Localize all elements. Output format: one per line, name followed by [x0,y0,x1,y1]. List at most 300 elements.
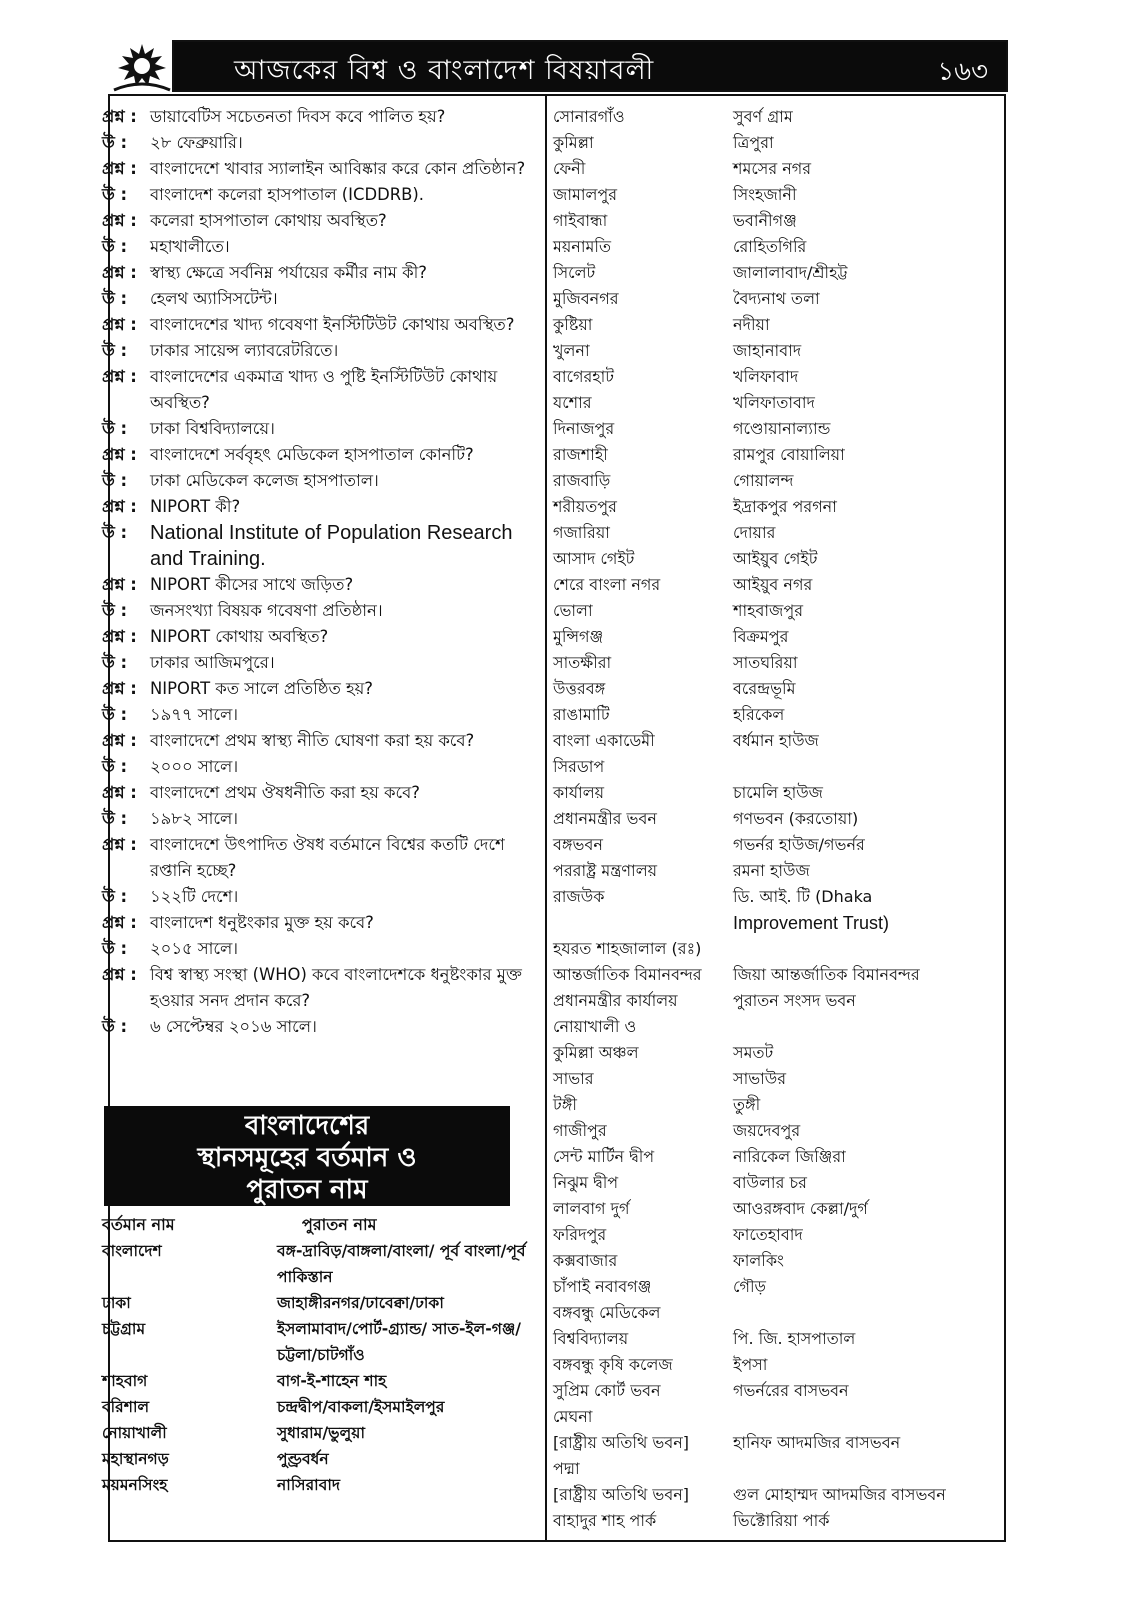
qa-item [102,676,540,702]
place-old-name: রমনা হাউজ [733,861,810,880]
qa-text: বাংলাদেশে খাবার স্যালাইন আবিষ্কার করে কোন প্রতিষ্ঠান? [150,159,526,178]
place-row [553,442,993,468]
qa-text: বাংলাদেশের খাদ্য গবেষণা ইনস্টিটিউট কোথায় অবস্থিত? [150,315,515,334]
place-current-name: প্রধানমন্ত্রীর ভবন [553,809,657,828]
current-name: চট্টগ্রাম [102,1320,146,1338]
place-current-name: লালবাগ দুর্গ [553,1199,630,1218]
place-old-name: পুরাতন সংসদ ভবন [733,991,856,1010]
place-current-name: ফেনী [553,159,586,178]
place-old-name: আইয়ুব গেইট [733,549,818,568]
qa-text: বাংলাদেশ কলেরা হাসপাতাল (ICDDRB). [150,185,424,204]
place-row [553,1144,993,1170]
qa-text: ২০০০ সালে। [150,757,239,776]
place-current-name: সোনারগাঁও [553,107,625,126]
place-current-name: নোয়াখালী ও [553,1017,637,1036]
place-old-name: দোয়ার [733,523,776,542]
place-row [553,728,993,754]
qa-text: NIPORT কী? [150,497,241,516]
place-old-name: শাহবাজপুর [733,601,804,620]
place-current-name: ময়নামতি [553,237,611,256]
place-current-name: বাংলা একাডেমী [553,731,655,750]
place-old-name: খলিফাতাবাদ [733,393,815,412]
place-current-name: জামালপুর [553,185,618,204]
place-current-name: ফরিদপুর [553,1225,607,1244]
qa-item [102,598,540,624]
current-name: ঢাকা [102,1294,131,1312]
qa-item [102,572,540,598]
place-current-name: রাজবাড়ি [553,471,611,490]
qa-text: ঢাকার আজিমপুরে। [150,653,275,672]
old-name: বাগ-ই-শাহেন শাহ [277,1372,387,1390]
old-name: জাহাঙ্গীরনগর/ঢাবেক্বা/ঢাকা [277,1294,444,1312]
place-current-name: সিলেট [553,263,596,282]
qa-label: উ : [102,185,128,204]
place-row [553,156,993,182]
qa-text: ৬ সেপ্টেম্বর ২০১৬ সালে। [150,1017,317,1036]
old-name: বঙ্গ-দ্রাবিড়/বাঙ্গলা/বাংলা/ পূর্ব বাংলা/পূর্ব পাকিস্তান [277,1242,526,1286]
names-row [102,1290,542,1316]
qa-text: ২৮ ফেব্রুয়ারি। [150,133,243,152]
place-current-name: সুপ্রিম কোর্ট ভবন [553,1381,661,1400]
qa-label: প্রশ্ন : [102,367,137,386]
place-current-name: পররাষ্ট্র মন্ত্রণালয় [553,861,658,880]
place-old-name [733,936,993,962]
place-row [553,572,993,598]
place-row [553,858,993,884]
qa-label: প্রশ্ন : [102,263,137,282]
qa-label: উ : [102,237,128,256]
names-row [102,1394,542,1420]
place-row [553,416,993,442]
qa-label: প্রশ্ন : [102,575,137,594]
place-old-name: খলিফাবাদ [733,367,799,386]
qa-label: উ : [102,523,128,542]
place-current-name: কুমিল্লা অঞ্চল [553,1043,639,1062]
qa-text: National Institute of Population Research and Training. [150,522,513,570]
place-row [553,598,993,624]
place-current-name: বঙ্গবন্ধু মেডিকেল [553,1303,661,1322]
qa-item [102,182,540,208]
place-row [553,338,993,364]
place-current-name: সেন্ট মার্টিন দ্বীপ [553,1147,655,1166]
place-current-name: বাহাদুর শাহ পার্ক [553,1511,657,1530]
qa-text: বাংলাদেশে প্রথম স্বাস্থ্য নীতি ঘোষণা করা হয় কবে? [150,731,475,750]
qa-item [102,806,540,832]
qa-item [102,156,540,182]
qa-label: উ : [102,887,128,906]
place-current-name: গাজীপুর [553,1121,607,1140]
place-old-name: নারিকেল জিঞ্জিরা [733,1147,846,1166]
place-old-name: শমসের নগর [733,159,812,178]
place-row [553,364,993,390]
qa-text: কলেরা হাসপাতাল কোথায় অবস্থিত? [150,211,387,230]
place-row [553,260,993,286]
qa-text: ঢাকা মেডিকেল কলেজ হাসপাতাল। [150,471,379,490]
column-divider [545,94,547,1542]
current-name: বরিশাল [102,1398,150,1416]
place-old-name: গোয়ালন্দ [733,471,794,490]
place-old-name: আওরঙ্গবাদ কেল্লা/দুর্গ [733,1199,868,1218]
place-current-name: রাজশাহী [553,445,608,464]
place-current-name: বিশ্ববিদ্যালয় [553,1329,629,1348]
place-row [553,650,993,676]
current-name: নোয়াখালী [102,1424,167,1442]
place-row [553,312,993,338]
place-old-name: বরেন্দ্রভূমি [733,679,796,698]
place-row [553,1092,993,1118]
names-row [102,1446,542,1472]
place-old-name [733,1456,993,1482]
place-old-name: হরিকেল [733,705,785,724]
place-row [553,104,993,130]
place-old-name: গভর্নর হাউজ/গভর্নর [733,835,865,854]
place-old-name: সিংহজানী [733,185,797,204]
names-row [102,1420,542,1446]
place-old-name: চামেলি হাউজ [733,783,823,802]
place-old-name: গুল মোহাম্মদ আদমজির বাসভবন [733,1485,946,1504]
place-row [553,1326,993,1352]
place-row [553,1248,993,1274]
place-old-name: বাউলার চর [733,1173,807,1192]
place-current-name: রাঙামাটি [553,705,610,724]
place-old-name: ভিক্টোরিয়া পার্ক [733,1511,830,1530]
qa-label: উ : [102,1017,128,1036]
names-row [102,1368,542,1394]
place-old-name [733,1014,993,1040]
place-row [553,1274,993,1300]
qa-item [102,416,540,442]
place-row [553,234,993,260]
page-header [110,38,1008,96]
names-row [102,1238,542,1290]
place-current-name: মুন্সিগঞ্জ [553,627,604,646]
qa-text: ১২২টি দেশে। [150,887,239,906]
place-row [553,208,993,234]
place-current-name: [রাষ্ট্রীয় অতিথি ভবন] [553,1433,690,1452]
place-row [553,286,993,312]
current-name: মহাস্থানগড় [102,1450,169,1468]
place-old-name: বৈদ্যনাথ তলা [733,289,820,308]
qa-item [102,104,540,130]
place-row [553,182,993,208]
place-row [553,1482,993,1508]
qa-item [102,286,540,312]
qa-label: প্রশ্ন : [102,315,137,334]
place-row [553,702,993,728]
qa-item [102,1014,540,1040]
qa-text: বাংলাদেশের একমাত্র খাদ্য ও পুষ্টি ইনস্টিটিউট কোথায় অবস্থিত? [150,367,498,412]
place-old-name: ফাতেহাবাদ [733,1225,803,1244]
qa-label: প্রশ্ন : [102,627,137,646]
place-old-name: পি. জি. হাসপাতাল [733,1329,856,1348]
place-current-name: কুমিল্লা [553,133,594,152]
place-current-name: সাভার [553,1069,594,1088]
banner-line-3: পুরাতন নাম [246,1175,368,1205]
place-old-name: ফালকিং [733,1251,784,1270]
place-current-name: বঙ্গভবন [553,835,603,854]
qa-text: ১৯৮২ সালে। [150,809,239,828]
qa-text: বাংলাদেশে সর্ববৃহৎ মেডিকেল হাসপাতাল কোনটি? [150,445,474,464]
qa-item [102,468,540,494]
place-row [553,546,993,572]
place-row [553,130,993,156]
place-row [553,1066,993,1092]
place-old-name: গৌড় [733,1277,766,1296]
place-row [553,936,993,962]
qa-label: প্রশ্ন : [102,159,137,178]
publisher-emblem-icon [110,38,174,96]
qa-item [102,910,540,936]
names-table-header [102,1212,542,1238]
qa-label: উ : [102,757,128,776]
place-current-name: হযরত শাহজালাল (রঃ) [553,939,702,958]
place-old-name: ইদ্রাকপুর পরগনা [733,497,837,516]
place-old-name: আইয়ুব নগর [733,575,813,594]
place-row [553,1508,993,1534]
qa-text: NIPORT কীসের সাথে জড়িত? [150,575,354,594]
places-list [553,104,993,1534]
place-current-name: চাঁপাই নবাবগঞ্জ [553,1277,652,1296]
qa-item [102,494,540,520]
place-current-name: বঙ্গবন্ধু কৃষি কলেজ [553,1355,673,1374]
place-row [553,676,993,702]
place-row [553,754,993,780]
place-current-name: শরীয়তপুর [553,497,617,516]
place-old-name [733,1300,993,1326]
place-current-name: মুজিবনগর [553,289,619,308]
place-old-name: গভর্নরের বাসভবন [733,1381,849,1400]
place-row [553,1196,993,1222]
place-old-name: নদীয়া [733,315,770,334]
qa-item [102,208,540,234]
place-current-name: নিঝুম দ্বীপ [553,1173,619,1192]
qa-label: উ : [102,601,128,620]
place-old-name: সমতট [733,1043,774,1062]
qa-label: উ : [102,133,128,152]
place-row [553,390,993,416]
place-old-name: বিক্রমপুর [733,627,789,646]
old-name: ইসলামাবাদ/পোর্ট-গ্র্যান্ড/ সাত-ইল-গঞ্জ/চট্টলা/চাটগাঁও [277,1320,521,1364]
qa-item [102,884,540,910]
banner-line-2: স্থানসমূহের বর্তমান ও [197,1143,417,1173]
qa-item [102,754,540,780]
qa-item [102,962,540,1014]
place-row [553,1222,993,1248]
qa-label: উ : [102,653,128,672]
place-current-name: আন্তর্জাতিক বিমানবন্দর [553,965,702,984]
old-name: নাসিরাবাদ [277,1476,341,1494]
header-bar [172,40,1008,92]
place-current-name: পদ্মা [553,1459,580,1478]
place-old-name: ত্রিপুরা [733,133,774,152]
place-current-name: মেঘনা [553,1407,593,1426]
place-old-name: Improvement Trust) [733,913,890,933]
banner-line-1: বাংলাদেশের [244,1111,370,1141]
place-old-name: জালালাবাদ/শ্রীহট্ট [733,263,848,282]
place-current-name: কুষ্টিয়া [553,315,593,334]
old-name: পুণ্ড্রবর্ধন [277,1450,329,1468]
place-row [553,780,993,806]
place-row [553,1014,993,1040]
qa-label: প্রশ্ন : [102,731,137,750]
place-row [553,520,993,546]
qa-label: প্রশ্ন : [102,445,137,464]
qa-item [102,728,540,754]
names-rows [102,1238,542,1498]
qa-text: বিশ্ব স্বাস্থ্য সংস্থা (WHO) কবে বাংলাদেশকে ধনুষ্টংকার মুক্ত হওয়ার সনদ প্রদান করে? [150,965,522,1010]
place-row [553,910,993,936]
qa-item [102,624,540,650]
qa-label: উ : [102,419,128,438]
place-row [553,1118,993,1144]
qa-label: উ : [102,341,128,360]
place-current-name: উত্তরবঙ্গ [553,679,606,698]
current-name: শাহবাগ [102,1372,148,1390]
place-current-name: যশোর [553,393,592,412]
place-row [553,1352,993,1378]
qa-text: ১৯৭৭ সালে। [150,705,239,724]
current-name: ময়মনসিংহ [102,1476,168,1494]
place-current-name: প্রধানমন্ত্রীর কার্যালয় [553,991,678,1010]
qa-label: প্রশ্ন : [102,965,137,984]
qa-item [102,364,540,416]
qa-text: ২০১৫ সালে। [150,939,239,958]
place-old-name: জয়দেবপুর [733,1121,801,1140]
place-old-name: সাভাউর [733,1069,787,1088]
qa-item [102,338,540,364]
names-row [102,1316,542,1368]
qa-text: NIPORT কোথায় অবস্থিত? [150,627,329,646]
qa-item [102,520,540,572]
col-current-header: বর্তমান নাম [102,1215,175,1234]
qa-label: প্রশ্ন : [102,107,137,126]
place-old-name: ডি. আই. টি (Dhaka [733,887,873,906]
qa-label: উ : [102,705,128,724]
place-current-name: সিরডাপ [553,757,605,776]
place-old-name: সুবর্ণ গ্রাম [733,107,793,126]
qa-text: মহাখালীতে। [150,237,230,256]
qa-text: জনসংখ্যা বিষয়ক গবেষণা প্রতিষ্ঠান। [150,601,383,620]
place-row [553,624,993,650]
place-old-name: জাহানাবাদ [733,341,802,360]
qa-text: বাংলাদেশে প্রথম ঔষধনীতি করা হয় কবে? [150,783,420,802]
place-old-name [733,1404,993,1430]
qa-label: প্রশ্ন : [102,211,137,230]
qa-item [102,702,540,728]
place-old-name: হানিফ আদমজির বাসভবন [733,1433,901,1452]
qa-label: উ : [102,289,128,308]
section-banner [104,1106,510,1206]
qa-item [102,312,540,338]
place-row [553,1300,993,1326]
place-old-name: তুঙ্গী [733,1095,761,1114]
place-current-name: বাগেরহাট [553,367,615,386]
names-row [102,1472,542,1498]
qa-item [102,130,540,156]
qa-label: প্রশ্ন : [102,913,137,932]
qa-label: প্রশ্ন : [102,783,137,802]
old-name: সুধারাম/ভুলুয়া [277,1424,365,1442]
place-row [553,468,993,494]
names-table [102,1212,542,1498]
qa-item [102,234,540,260]
qa-text: বাংলাদেশ ধনুষ্টংকার মুক্ত হয় কবে? [150,913,374,932]
place-old-name: গণ্ডোয়ানাল্যান্ড [733,419,831,438]
place-old-name [733,754,993,780]
place-old-name: ভবানীগঞ্জ [733,211,797,230]
place-old-name: জিয়া আন্তর্জাতিক বিমানবন্দর [733,965,920,984]
place-row [553,962,993,988]
place-row [553,1456,993,1482]
place-row [553,1430,993,1456]
place-current-name: [রাষ্ট্রীয় অতিথি ভবন] [553,1485,690,1504]
place-row [553,988,993,1014]
old-name: চন্দ্রদ্বীপ/বাকলা/ইসমাইলপুর [277,1398,445,1416]
qa-text: ঢাকার সায়েন্স ল্যাবরেটরিতে। [150,341,339,360]
qa-label: উ : [102,809,128,828]
place-current-name [553,910,733,936]
place-current-name: আসাদ গেইট [553,549,635,568]
place-row [553,1170,993,1196]
qa-text: NIPORT কত সালে প্রতিষ্ঠিত হয়? [150,679,373,698]
qa-text: ডায়াবেটিস সচেতনতা দিবস কবে পালিত হয়? [150,107,446,126]
qa-item [102,650,540,676]
place-current-name: কক্সবাজার [553,1251,618,1270]
place-old-name: রোহিতগিরি [733,237,807,256]
qa-text: স্বাস্থ্য ক্ষেত্রে সর্বনিম্ন পর্যায়ের কর্মীর নাম কী? [150,263,427,282]
place-current-name: সাতক্ষীরা [553,653,612,672]
place-current-name: গজারিয়া [553,523,610,542]
qa-item [102,780,540,806]
qa-label: প্রশ্ন : [102,497,137,516]
place-current-name: গাইবান্ধা [553,211,608,230]
place-row [553,832,993,858]
place-row [553,1378,993,1404]
qa-text: বাংলাদেশে উৎপাদিত ঔষধ বর্তমানে বিশ্বের কতটি দেশে রপ্তানি হচ্ছে? [150,835,505,880]
place-row [553,806,993,832]
place-current-name: কার্যালয় [553,783,605,802]
running-title: আজকের বিশ্ব ও বাংলাদেশ বিষয়াবলী [234,55,655,86]
place-old-name: ইপসা [733,1355,768,1374]
place-row [553,494,993,520]
qa-text: হেলথ অ্যাসিসটেন্ট। [150,289,278,308]
qa-text: ঢাকা বিশ্ববিদ্যালয়ে। [150,419,275,438]
place-old-name: গণভবন (করতোয়া) [733,809,859,828]
place-row [553,884,993,910]
place-old-name: রামপুর বোয়ালিয়া [733,445,845,464]
qa-label: উ : [102,939,128,958]
place-current-name: টঙ্গী [553,1095,577,1114]
place-current-name: রাজউক [553,887,605,906]
page-number: ১৬৩ [937,57,988,87]
col-old-header: পুরাতন নাম [302,1215,377,1234]
place-current-name: ভোলা [553,601,593,620]
place-old-name: বর্ধমান হাউজ [733,731,819,750]
qa-item [102,260,540,286]
qa-item [102,442,540,468]
place-current-name: খুলনা [553,341,590,360]
place-current-name: দিনাজপুর [553,419,615,438]
qa-list [102,104,540,1040]
place-old-name: সাতঘরিয়া [733,653,798,672]
place-row [553,1404,993,1430]
qa-label: উ : [102,471,128,490]
qa-label: প্রশ্ন : [102,679,137,698]
qa-label: প্রশ্ন : [102,835,137,854]
qa-item [102,936,540,962]
place-row [553,1040,993,1066]
place-current-name: শেরে বাংলা নগর [553,575,661,594]
